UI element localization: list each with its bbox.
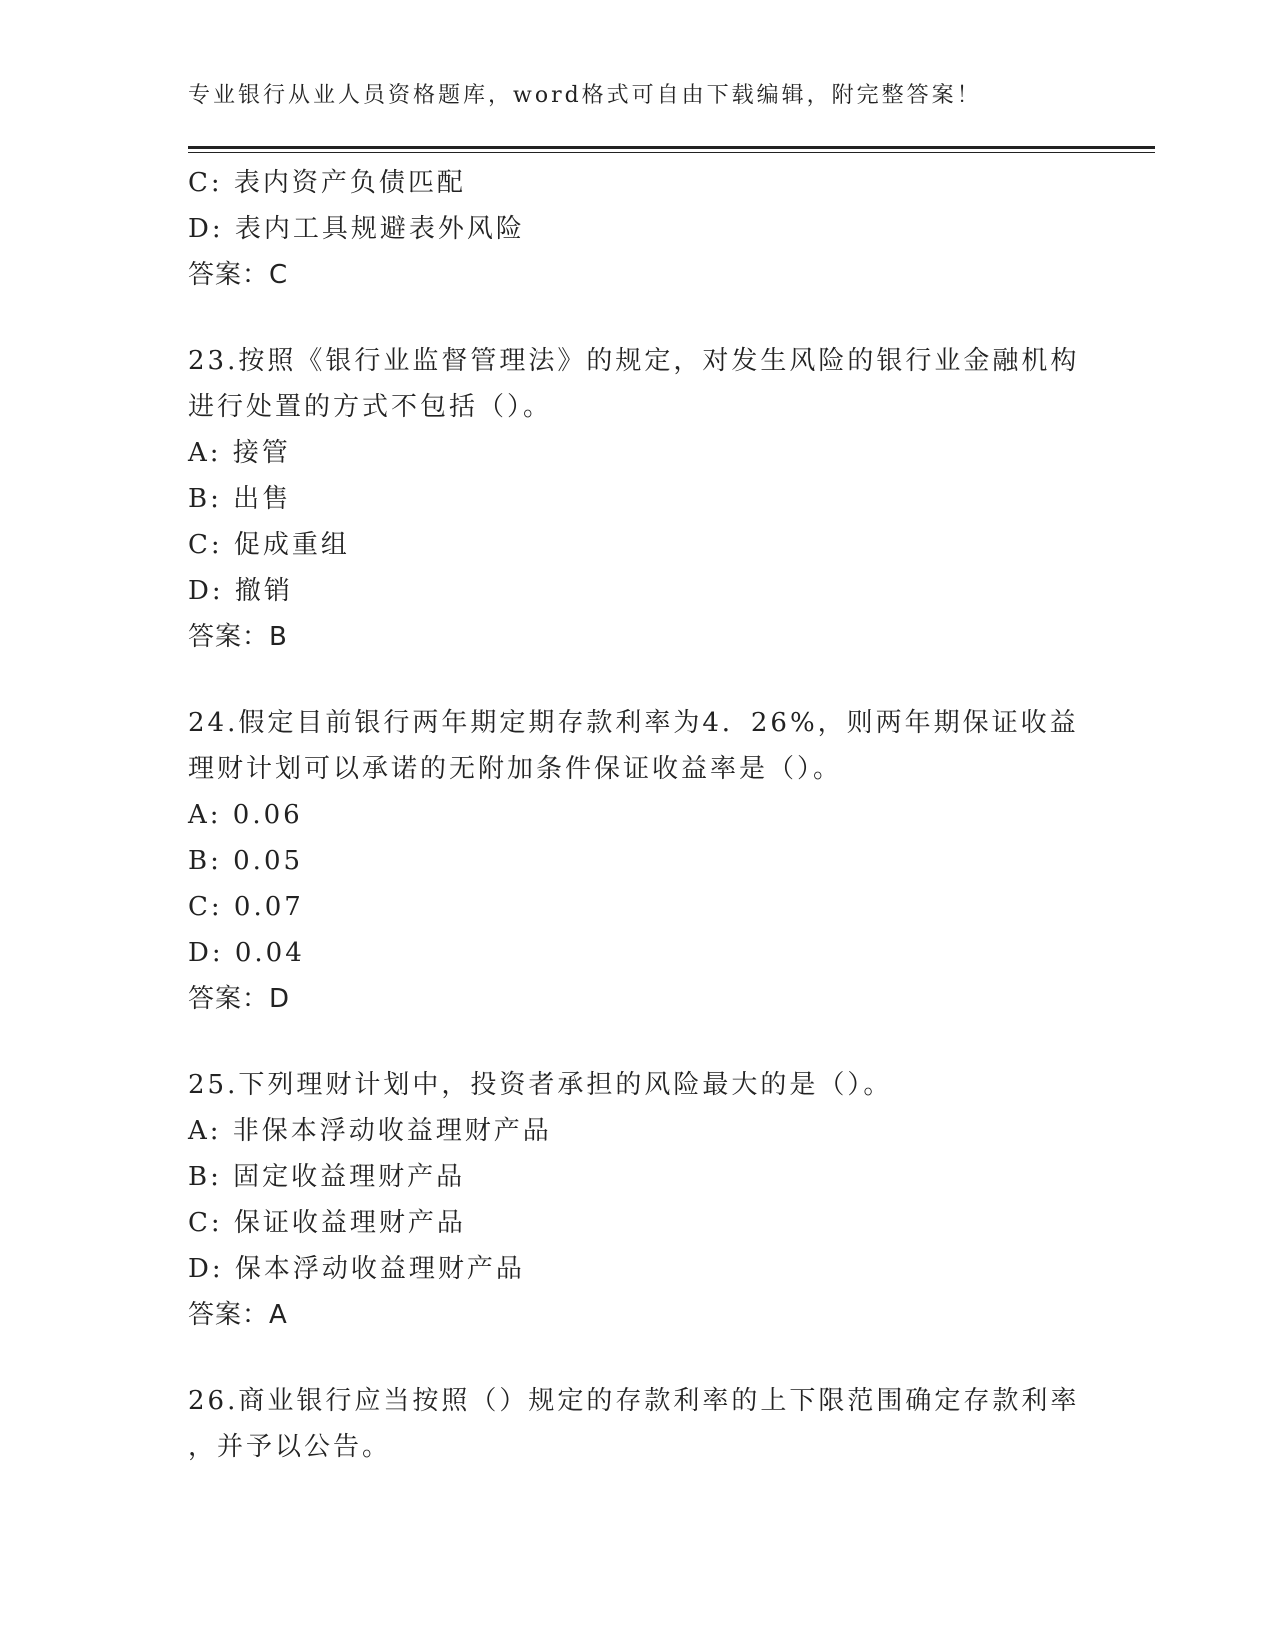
question-23 [188, 338, 1088, 660]
option-d: D: 0.04 [188, 938, 305, 968]
question-text: 理财计划可以承诺的无附加条件保证收益率是（）。 [188, 754, 843, 784]
option-c: C: 0.07 [188, 892, 304, 922]
option-d: D: 撤销 [188, 576, 293, 606]
option-c: C: 保证收益理财产品 [188, 1208, 466, 1238]
option-b: B: 出售 [188, 484, 292, 514]
question-24 [188, 700, 1088, 1022]
answer-line: 答案：B [188, 622, 288, 652]
answer-line: 答案：D [188, 984, 291, 1014]
question-text: 24.假定目前银行两年期定期存款利率为4．26%，则两年期保证收益 [188, 708, 1079, 738]
option-a: A: 非保本浮动收益理财产品 [188, 1116, 552, 1146]
prev-question-block [188, 160, 1088, 298]
question-text: 进行处置的方式不包括（）。 [188, 392, 553, 422]
option-d: D: 表内工具规避表外风险 [188, 214, 525, 244]
question-26 [188, 1378, 1088, 1470]
option-c: C: 促成重组 [188, 530, 350, 560]
question-25 [188, 1062, 1088, 1338]
question-text: 25.下列理财计划中，投资者承担的风险最大的是（）。 [188, 1070, 893, 1100]
question-text: 23.按照《银行业监督管理法》的规定，对发生风险的银行业金融机构 [188, 346, 1080, 376]
option-a: A: 接管 [188, 438, 291, 468]
question-content [188, 160, 1088, 1470]
option-c: C: 表内资产负债匹配 [188, 168, 466, 198]
option-b: B: 固定收益理财产品 [188, 1162, 466, 1192]
question-text: 26.商业银行应当按照（）规定的存款利率的上下限范围确定存款利率 [188, 1386, 1080, 1416]
header-rule-thick [188, 146, 1155, 149]
page-header: 专业银行从业人员资格题库，word格式可自由下载编辑，附完整答案！ [188, 83, 982, 108]
answer-line: 答案：A [188, 1300, 288, 1330]
question-text: ，并予以公告。 [188, 1432, 392, 1462]
option-b: B: 0.05 [188, 846, 304, 876]
option-a: A: 0.06 [188, 800, 303, 830]
answer-line: 答案：C [188, 260, 289, 290]
header-rule-thin [188, 152, 1155, 153]
option-d: D: 保本浮动收益理财产品 [188, 1254, 525, 1284]
